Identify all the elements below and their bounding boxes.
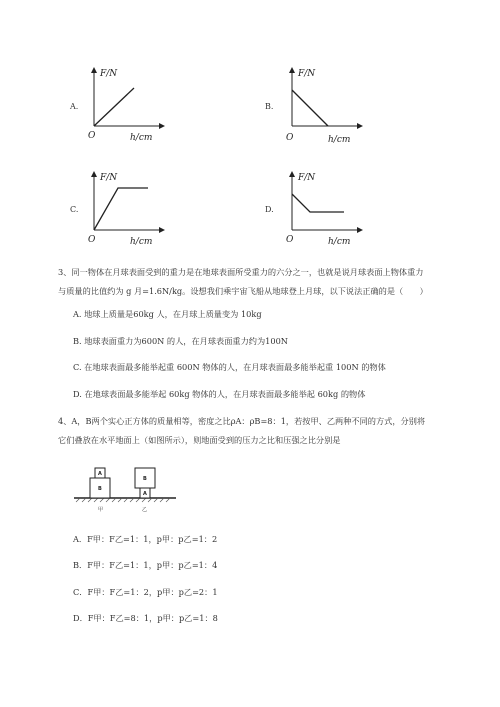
graph-b-svg bbox=[284, 64, 374, 144]
y-axis-label: F/N bbox=[100, 69, 118, 79]
q4-figure bbox=[74, 458, 184, 518]
q4-stem bbox=[58, 412, 468, 450]
q3-stem bbox=[58, 263, 468, 301]
graph-c-letter: C. bbox=[70, 205, 79, 214]
graph-a bbox=[86, 64, 176, 144]
x-axis-label: h/cm bbox=[130, 237, 153, 247]
q3-option-a[interactable]: A. 地球上质量是60kg 人，在月球上质量变为 10kg bbox=[73, 309, 262, 319]
q3-option-b[interactable]: B. 地球表面重力为600N 的人，在月球表面重力约为100N bbox=[73, 336, 288, 346]
graph-a-line bbox=[94, 88, 134, 126]
graph-d-line bbox=[292, 194, 344, 212]
q4-option-a[interactable]: A．F甲：F乙=1：1，p甲：p乙=1：2 bbox=[73, 534, 218, 544]
q3-stem-line2: 与质量的比值约为 g 月=1.6N/kg。设想我们乘宇宙飞船从地球登上月球，以下说法正确的是（ ） bbox=[58, 286, 428, 296]
graph-b-line bbox=[292, 90, 328, 126]
x-axis-label: h/cm bbox=[328, 135, 351, 145]
graph-a-svg bbox=[86, 64, 176, 144]
yi-box-a-label: A bbox=[143, 491, 147, 497]
q4-stem-line2: 它们叠放在水平地面上（如图所示），则地面受到的压力之比和压强之比分别是 bbox=[58, 435, 341, 445]
origin-label: O bbox=[88, 131, 96, 141]
y-axis-label: F/N bbox=[298, 69, 316, 79]
y-axis-label: F/N bbox=[100, 173, 118, 183]
graph-d-letter: D. bbox=[265, 205, 274, 214]
origin-label: O bbox=[286, 235, 294, 245]
graph-c bbox=[86, 168, 176, 248]
graph-c-line bbox=[94, 188, 148, 230]
q4-figure-svg bbox=[74, 458, 184, 518]
graph-c-svg bbox=[86, 168, 176, 248]
q3-option-d[interactable]: D. 在地球表面最多能举起 60kg 物体的人，在月球表面最多能举起 60kg 的物体 bbox=[73, 389, 366, 399]
graph-d bbox=[284, 168, 374, 248]
graph-b bbox=[284, 64, 374, 144]
q3-option-c[interactable]: C. 在地球表面最多能举起重 600N 物体的人，在月球表面最多能举起重 100N 的物体 bbox=[73, 362, 386, 372]
caption-yi: 乙 bbox=[142, 507, 148, 513]
caption-jia: 甲 bbox=[98, 507, 104, 513]
graph-b-letter: B. bbox=[265, 102, 274, 111]
x-axis-label: h/cm bbox=[130, 133, 153, 143]
q4-option-b[interactable]: B．F甲：F乙=1：1，p甲：p乙=1：4 bbox=[73, 560, 218, 570]
jia-box-a-label: A bbox=[98, 471, 102, 477]
origin-label: O bbox=[88, 235, 96, 245]
q3-stem-line1: 3、同一物体在月球表面受到的重力是在地球表面所受重力的六分之一，也就是说月球表面上物体重力 bbox=[58, 267, 424, 277]
y-axis-label: F/N bbox=[298, 173, 316, 183]
origin-label: O bbox=[286, 133, 294, 143]
jia-box-b-label: B bbox=[98, 486, 102, 492]
x-axis-label: h/cm bbox=[328, 237, 351, 247]
q4-option-d[interactable]: D．F甲：F乙=8：1，p甲：p乙=1：8 bbox=[73, 613, 218, 623]
yi-box-b-label: B bbox=[143, 476, 147, 482]
q4-option-c[interactable]: C．F甲：F乙=1：2，p甲：p乙=2：1 bbox=[73, 587, 218, 597]
q4-stem-line1: 4、A，B两个实心正方体的质量相等，密度之比ρA：ρB=8：1，若按甲、乙两种不同的方式，分别将 bbox=[58, 416, 426, 426]
graph-a-letter: A. bbox=[70, 102, 79, 111]
graph-d-svg bbox=[284, 168, 374, 248]
